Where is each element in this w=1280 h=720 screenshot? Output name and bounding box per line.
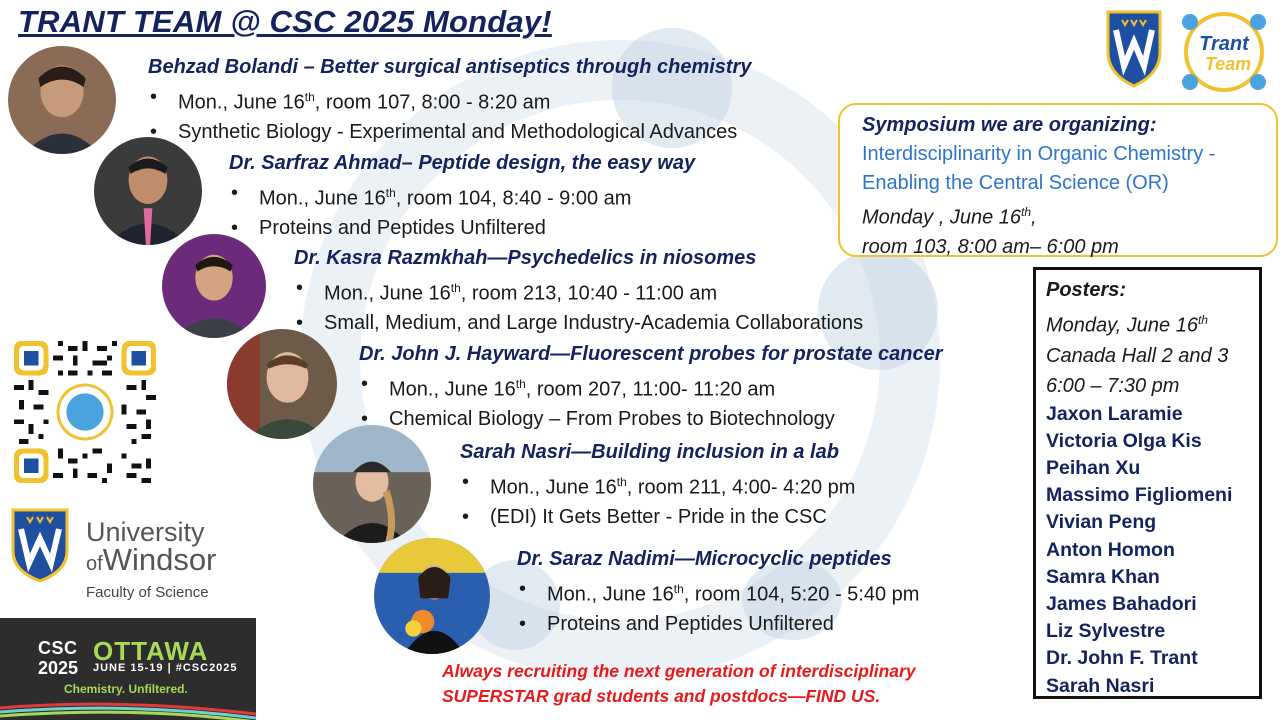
talk-session: • Synthetic Biology - Experimental and Methodological Advances <box>148 118 751 147</box>
faculty-name: Faculty of Science <box>86 584 209 601</box>
talk-title: Dr. Kasra Razmkhah—Psychedelics in niosomes <box>294 247 757 269</box>
symposium-name-line1[interactable]: Interdisciplinarity in Organic Chemistry - <box>862 143 1216 165</box>
trant-team-logo <box>1176 8 1272 96</box>
csc-dates: JUNE 15-19 | #CSC2025 <box>93 662 238 674</box>
avatar-sarfraz-ahmad <box>94 137 202 245</box>
poster-presenter: Victoria Olga Kis <box>1046 429 1202 452</box>
poster-presenter: Peihan Xu <box>1046 457 1141 480</box>
poster-presenter: James Bahadori <box>1046 593 1197 616</box>
posters-box <box>1033 267 1262 699</box>
posters-date: Monday, June 16th <box>1046 313 1208 337</box>
talk-john-hayward <box>359 343 943 434</box>
talk-title: Dr. John J. Hayward—Fluorescent probes for prostate cancer <box>359 343 943 365</box>
talk-session: • Proteins and Peptides Unfiltered <box>517 610 919 639</box>
csc-year: 2025 <box>38 658 79 678</box>
talk-session: • Proteins and Peptides Unfiltered <box>229 214 695 243</box>
poster-presenter: Sarah Nasri <box>1046 674 1155 697</box>
symposium-name-line2[interactable]: Enabling the Central Science (OR) <box>862 172 1169 194</box>
uw-shield-logo <box>1104 8 1164 88</box>
talk-title: Behzad Bolandi – Better surgical antiseptics through chemistry <box>148 56 752 78</box>
symposium-date: Monday , June 16th, <box>862 205 1037 229</box>
talk-title: Dr. Saraz Nadimi—Microcyclic peptides <box>517 548 892 570</box>
posters-time: 6:00 – 7:30 pm <box>1046 374 1180 397</box>
university-name: University ofWindsor <box>86 517 217 577</box>
recruiting-note: Always recruiting the next generation of interdisciplinary SUPERSTAR grad students and postdocs—FIND US. <box>442 661 916 706</box>
poster-presenter: Jaxon Laramie <box>1046 402 1183 425</box>
talk-sarfraz-ahmad <box>229 152 695 243</box>
poster-presenter: Anton Homon <box>1046 538 1175 561</box>
talk-sarah-nasri <box>460 441 855 532</box>
csc-label: CSC <box>38 638 78 658</box>
talk-time: • Mon., June 16th, room 107, 8:00 - 8:20 am <box>148 83 751 118</box>
symposium-box <box>838 103 1278 257</box>
avatar-saraz-nadimi <box>374 538 490 654</box>
avatar-sarah-nasri <box>313 425 431 543</box>
talk-title: Sarah Nasri—Building inclusion in a lab <box>460 441 839 463</box>
talk-session: • Chemical Biology – From Probes to Biotechnology <box>359 405 943 434</box>
avatar-kasra-razmkhah <box>162 234 266 338</box>
talk-behzad-bolandi <box>148 56 751 147</box>
qr-code[interactable] <box>14 341 156 483</box>
csc-tagline: Chemistry. Unfiltered. <box>64 682 188 696</box>
talk-title: Dr. Sarfraz Ahmad– Peptide design, the easy way <box>229 152 696 174</box>
svg-text:Team: Team <box>1204 54 1252 74</box>
talk-time: • Mon., June 16th, room 207, 11:00- 11:20 am <box>359 370 943 405</box>
avatar-behzad-bolandi <box>8 46 116 154</box>
avatar-john-hayward <box>227 329 337 439</box>
poster-presenter: Liz Sylvestre <box>1046 620 1166 643</box>
poster-presenter: Massimo Figliomeni <box>1046 484 1233 507</box>
talk-time: • Mon., June 16th, room 104, 5:20 - 5:40 pm <box>517 575 919 610</box>
talk-session: • (EDI) It Gets Better - Pride in the CSC <box>460 503 855 532</box>
symposium-heading: Symposium we are organizing: <box>862 114 1157 136</box>
talk-time: • Mon., June 16th, room 104, 8:40 - 9:00 am <box>229 179 695 214</box>
csc-city: OTTAWA <box>93 636 209 666</box>
poster-presenter: Samra Khan <box>1046 565 1160 588</box>
symposium-room: room 103, 8:00 am– 6:00 pm <box>862 235 1119 258</box>
talk-session: • Small, Medium, and Large Industry-Academia Collaborations <box>294 309 863 338</box>
poster-presenter: Dr. John F. Trant <box>1046 647 1198 670</box>
page-title: TRANT TEAM @ CSC 2025 Monday! <box>18 4 552 39</box>
csc-2025-banner <box>0 618 256 720</box>
talk-saraz-nadimi <box>517 548 919 639</box>
posters-location: Canada Hall 2 and 3 <box>1046 344 1229 367</box>
talk-kasra-razmkhah <box>294 247 863 338</box>
svg-text:Trant: Trant <box>1199 33 1249 55</box>
poster-presenter: Vivian Peng <box>1046 511 1157 534</box>
talk-time: • Mon., June 16th, room 213, 10:40 - 11:00 am <box>294 274 863 309</box>
posters-heading: Posters: <box>1046 279 1127 301</box>
talk-time: • Mon., June 16th, room 211, 4:00- 4:20 pm <box>460 468 855 503</box>
